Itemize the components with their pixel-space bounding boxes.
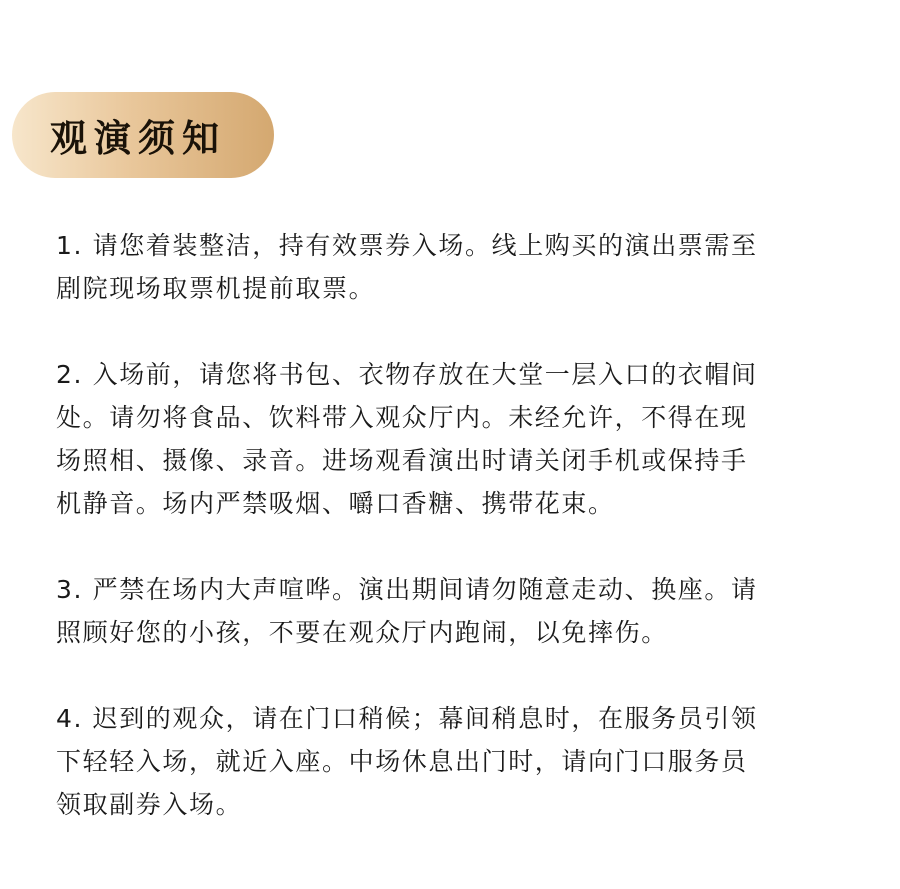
notice-item-1 [56,224,856,310]
notice-item-2 [56,353,856,525]
notice-list [56,224,856,869]
notice-line: 机静音。场内严禁吸烟、嚼口香糖、携带花束。 [56,489,615,518]
notice-line: 照顾好您的小孩，不要在观众厅内跑闹，以免摔伤。 [56,618,668,647]
notice-line: 2. 入场前，请您将书包、衣物存放在大堂一层入口的衣帽间 [56,360,758,389]
section-title-badge [12,92,274,178]
notice-line: 处。请勿将食品、饮料带入观众厅内。未经允许，不得在现 [56,403,748,432]
notice-item-4 [56,697,856,826]
notice-line: 场照相、摄像、录音。进场观看演出时请关闭手机或保持手 [56,446,748,475]
notice-line: 3. 严禁在场内大声喧哗。演出期间请勿随意走动、换座。请 [56,575,758,604]
notice-line: 下轻轻入场，就近入座。中场休息出门时，请向门口服务员 [56,747,748,776]
section-title: 观演须知 [50,117,226,160]
notice-line: 4. 迟到的观众，请在门口稍候；幕间稍息时，在服务员引领 [56,704,758,733]
notice-line: 剧院现场取票机提前取票。 [56,274,376,303]
notice-line: 1. 请您着装整洁，持有效票券入场。线上购买的演出票需至 [56,231,758,260]
notice-line: 领取副券入场。 [56,790,243,819]
notice-item-3 [56,568,856,654]
